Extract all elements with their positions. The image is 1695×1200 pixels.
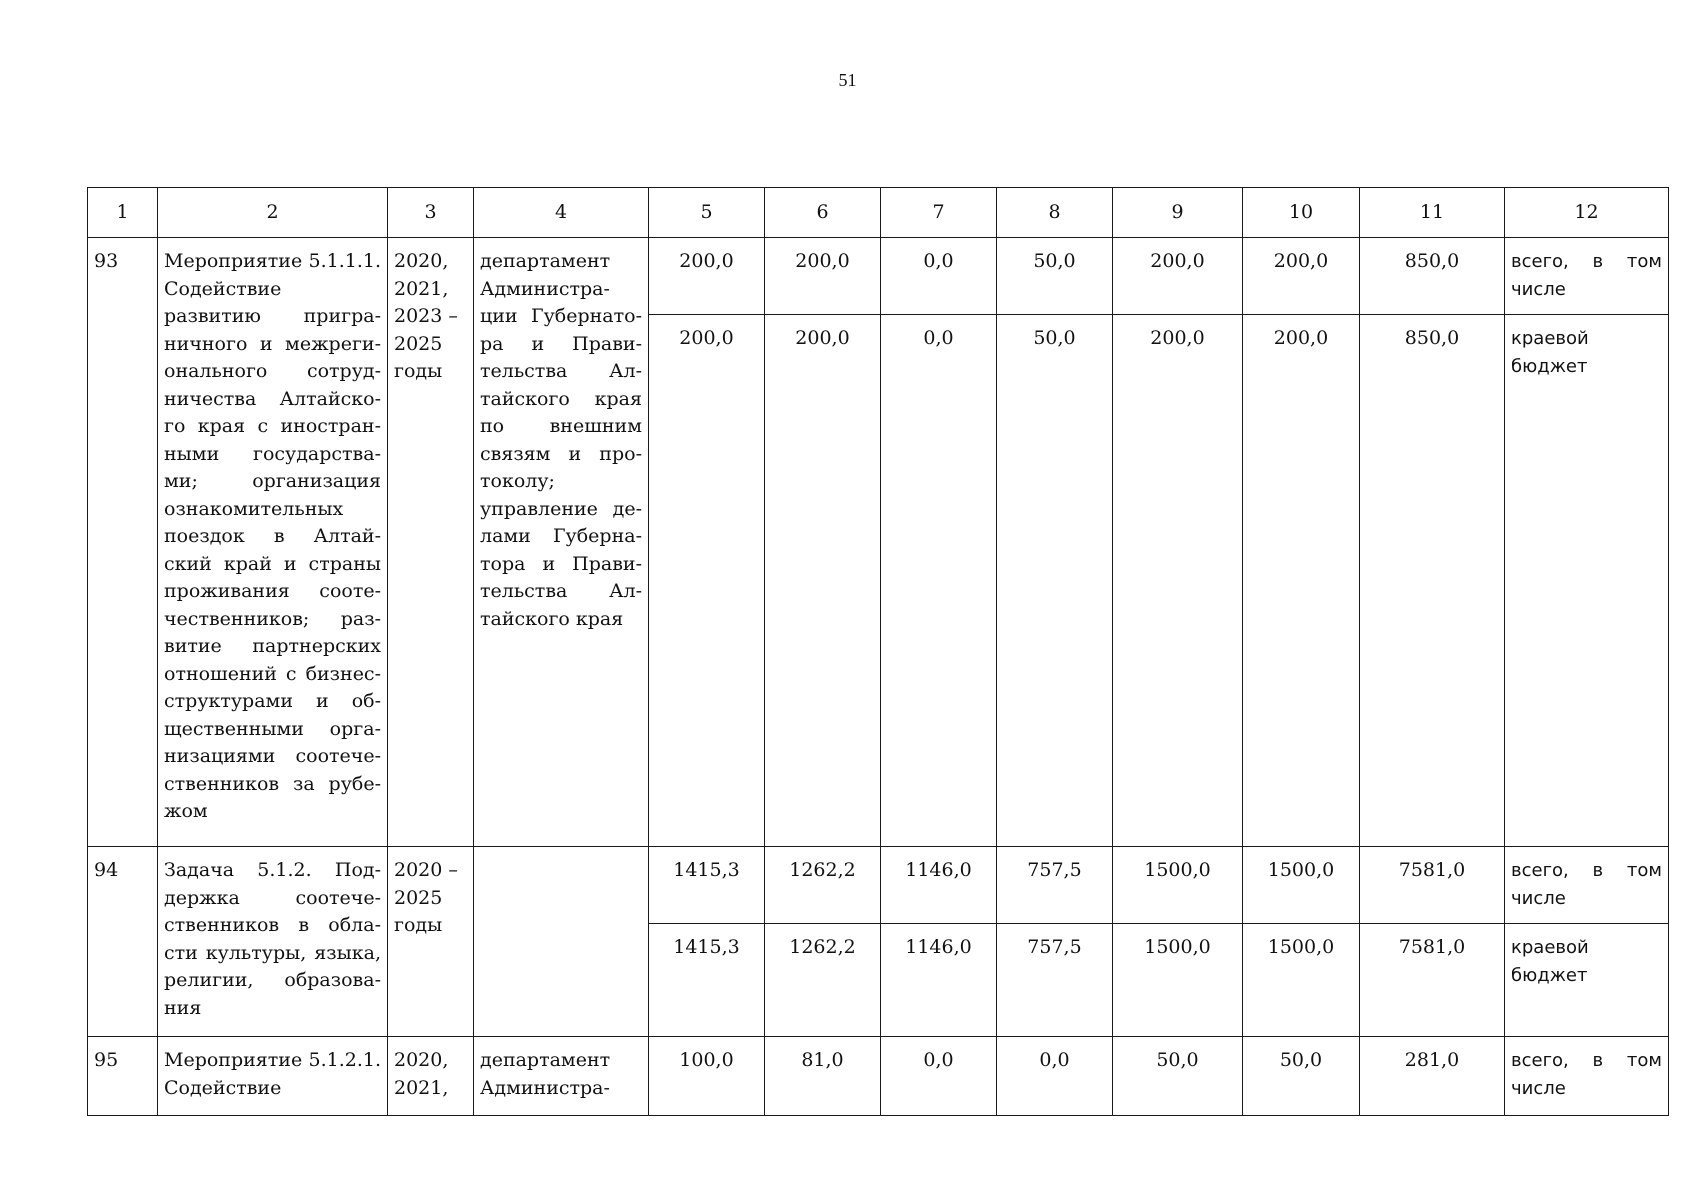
table-cell: 0,0 <box>881 238 997 315</box>
table-cell: 81,0 <box>765 1037 881 1116</box>
table-cell: 50,0 <box>1113 1037 1243 1116</box>
row-years: 2020, 2021, <box>388 1037 474 1116</box>
table-cell: 200,0 <box>1113 238 1243 315</box>
table-cell: 50,0 <box>997 238 1113 315</box>
table-cell: 1146,0 <box>881 847 997 924</box>
table-cell: 1415,3 <box>649 847 765 924</box>
table-cell: 1500,0 <box>1113 924 1243 1037</box>
table-cell: 850,0 <box>1360 315 1505 847</box>
funding-source: краевой бюджет <box>1505 315 1669 847</box>
row-years: 2020 – 2025 годы <box>388 847 474 1037</box>
table-cell: 100,0 <box>649 1037 765 1116</box>
table-cell: 0,0 <box>997 1037 1113 1116</box>
table-cell: 200,0 <box>1113 315 1243 847</box>
row-number: 93 <box>88 238 158 847</box>
column-header: 3 <box>388 188 474 238</box>
funding-source: всего, в том числе <box>1505 847 1669 924</box>
table-cell: 757,5 <box>997 924 1113 1037</box>
header-row <box>88 188 1669 238</box>
table-cell: 850,0 <box>1360 238 1505 315</box>
row-executor: департамент Администра- <box>474 1037 649 1116</box>
column-header: 11 <box>1360 188 1505 238</box>
row-number: 94 <box>88 847 158 1037</box>
table-cell: 1262,2 <box>765 847 881 924</box>
page-number: 51 <box>838 70 857 90</box>
table-cell: 200,0 <box>649 315 765 847</box>
column-header: 5 <box>649 188 765 238</box>
table-row <box>88 238 1669 315</box>
row-number: 95 <box>88 1037 158 1116</box>
column-header: 12 <box>1505 188 1669 238</box>
table-cell: 200,0 <box>649 238 765 315</box>
table-cell: 281,0 <box>1360 1037 1505 1116</box>
table-cell: 1500,0 <box>1243 847 1360 924</box>
column-header: 8 <box>997 188 1113 238</box>
row-executor <box>474 847 649 1037</box>
row-description: Мероприятие 5.1.1.1. Содействие развитию пригра-ничного и межреги-онального сотруд-ничества Алтайско-го края с иностран-ными государства-ми; организация ознакомительных поездок в Алтай-ский край и страны проживания сооте-чественников; раз-витие партнерских отношений с бизнес-структурами и об-щественными орга-низациями соотече-ственников за рубе-жом <box>158 238 388 847</box>
row-description: Мероприятие 5.1.2.1. Содействие <box>158 1037 388 1116</box>
table-cell: 200,0 <box>765 238 881 315</box>
table-cell: 1415,3 <box>649 924 765 1037</box>
funding-source: краевой бюджет <box>1505 924 1669 1037</box>
column-header: 7 <box>881 188 997 238</box>
table-cell: 1262,2 <box>765 924 881 1037</box>
column-header: 6 <box>765 188 881 238</box>
column-header: 1 <box>88 188 158 238</box>
table-cell: 0,0 <box>881 1037 997 1116</box>
table-cell: 200,0 <box>765 315 881 847</box>
table-cell: 757,5 <box>997 847 1113 924</box>
column-header: 10 <box>1243 188 1360 238</box>
funding-source: всего, в том числе <box>1505 238 1669 315</box>
table-cell: 1500,0 <box>1113 847 1243 924</box>
table-row <box>88 1037 1669 1116</box>
row-description: Задача 5.1.2. Под-держка соотече-ственников в обла-сти культуры, языка, религии, образова-ния <box>158 847 388 1037</box>
column-header: 2 <box>158 188 388 238</box>
column-header: 4 <box>474 188 649 238</box>
table-cell: 50,0 <box>1243 1037 1360 1116</box>
budget-table <box>87 187 1669 1116</box>
table-cell: 7581,0 <box>1360 847 1505 924</box>
row-years: 2020, 2021, 2023 – 2025 годы <box>388 238 474 847</box>
table-cell: 1500,0 <box>1243 924 1360 1037</box>
table-row <box>88 847 1669 924</box>
row-executor: департамент Администра-ции Губернато-ра и Прави-тельства Ал-тайского края по внешним связям и про-токолу; управление де-лами Губерна-тора и Прави-тельства Ал-тайского края <box>474 238 649 847</box>
funding-source: всего, в том числе <box>1505 1037 1669 1116</box>
table-cell: 0,0 <box>881 315 997 847</box>
table-cell: 200,0 <box>1243 238 1360 315</box>
table-cell: 200,0 <box>1243 315 1360 847</box>
table-cell: 1146,0 <box>881 924 997 1037</box>
column-header: 9 <box>1113 188 1243 238</box>
table-cell: 50,0 <box>997 315 1113 847</box>
table-cell: 7581,0 <box>1360 924 1505 1037</box>
